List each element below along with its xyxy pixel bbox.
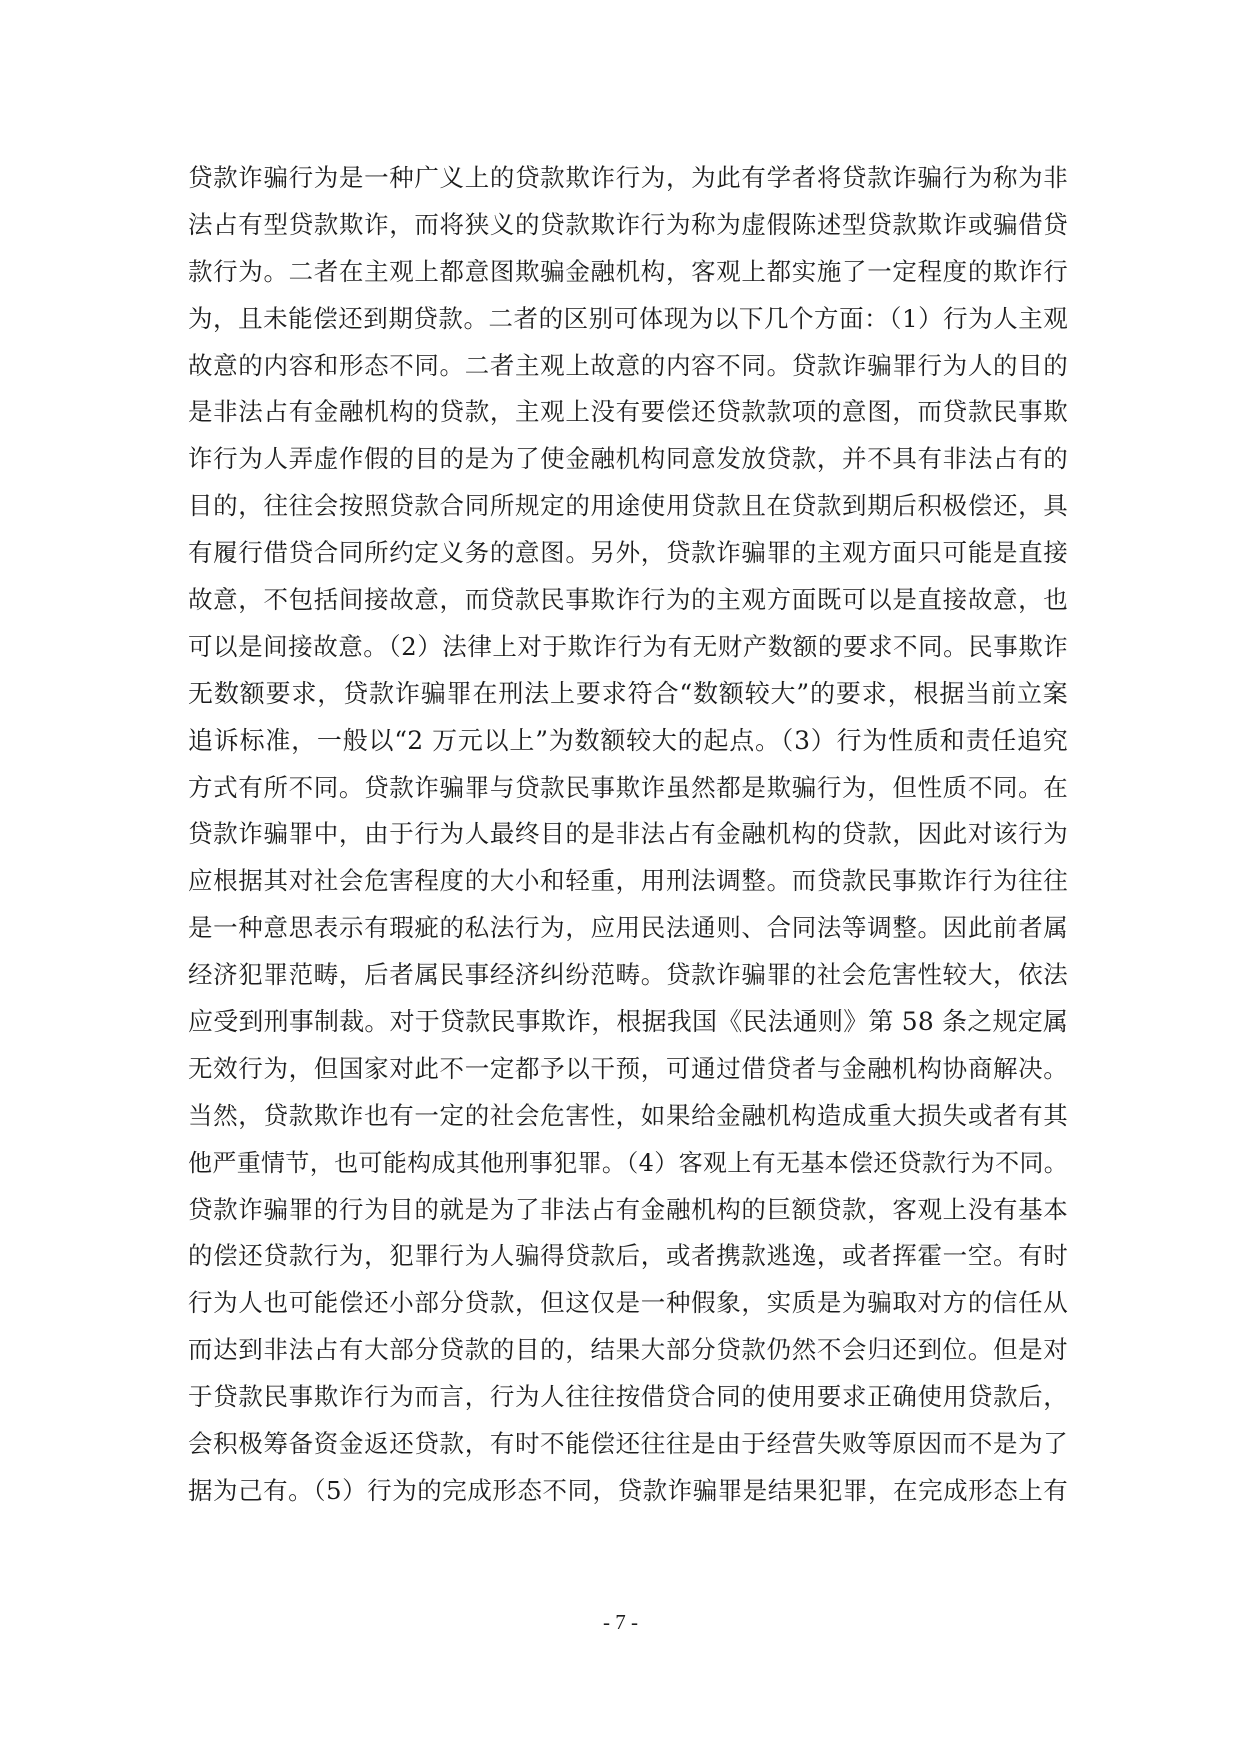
text-line: 为，且未能偿还到期贷款。二者的区别可体现为以下几个方面：（1）行为人主观 (188, 303, 1068, 333)
text-line: 贷款诈骗罪中，由于行为人最终目的是非法占有金融机构的贷款，因此对该行为 (188, 819, 1068, 849)
body-paragraph (188, 155, 1068, 1515)
page-number: - 7 - (603, 1610, 638, 1634)
text-line: 故意的内容和形态不同。二者主观上故意的内容不同。贷款诈骗罪行为人的目的 (188, 350, 1068, 380)
text-line: 诈行为人弄虚作假的目的是为了使金融机构同意发放贷款，并不具有非法占有的 (188, 444, 1068, 474)
text-line: 故意，不包括间接故意，而贷款民事欺诈行为的主观方面既可以是直接故意，也 (188, 585, 1068, 615)
text-line: 无数额要求，贷款诈骗罪在刑法上要求符合“数额较大”的要求，根据当前立案 (188, 678, 1068, 708)
text-line: 款行为。二者在主观上都意图欺骗金融机构，客观上都实施了一定程度的欺诈行 (188, 256, 1068, 286)
text-line: 无效行为，但国家对此不一定都予以干预，可通过借贷者与金融机构协商解决。 (188, 1053, 1068, 1083)
text-line: 他严重情节，也可能构成其他刑事犯罪。（4）客观上有无基本偿还贷款行为不同。 (188, 1148, 1068, 1177)
text-line: 法占有型贷款欺诈，而将狭义的贷款欺诈行为称为虚假陈述型贷款欺诈或骗借贷 (188, 209, 1068, 239)
text-line: 可以是间接故意。（2）法律上对于欺诈行为有无财产数额的要求不同。民事欺诈 (188, 631, 1068, 661)
text-line: 贷款诈骗行为是一种广义上的贷款欺诈行为，为此有学者将贷款诈骗行为称为非 (188, 163, 1068, 192)
text-line: 经济犯罪范畴，后者属民事经济纠纷范畴。贷款诈骗罪的社会危害性较大，依法 (188, 960, 1068, 990)
text-line: 行为人也可能偿还小部分贷款，但这仅是一种假象，实质是为骗取对方的信任从 (188, 1288, 1068, 1318)
text-line: 是一种意思表示有瑕疵的私法行为，应用民法通则、合同法等调整。因此前者属 (188, 913, 1068, 943)
text-line: 应受到刑事制裁。对于贷款民事欺诈，根据我国《民法通则》第 58 条之规定属 (188, 1007, 1069, 1037)
text-line: 当然，贷款欺诈也有一定的社会危害性，如果给金融机构造成重大损失或者有其 (188, 1100, 1068, 1130)
text-line: 而达到非法占有大部分贷款的目的，结果大部分贷款仍然不会归还到位。但是对 (188, 1335, 1068, 1365)
text-line: 方式有所不同。贷款诈骗罪与贷款民事欺诈虽然都是欺骗行为，但性质不同。在 (188, 772, 1068, 802)
text-line: 会积极筹备资金返还贷款，有时不能偿还往往是由于经营失败等原因而不是为了 (188, 1429, 1068, 1459)
text-line: 是非法占有金融机构的贷款，主观上没有要偿还贷款款项的意图，而贷款民事欺 (188, 397, 1068, 427)
text-line: 追诉标准，一般以“2 万元以上”为数额较大的起点。（3）行为性质和责任追究 (188, 725, 1068, 755)
text-line: 据为己有。（5）行为的完成形态不同，贷款诈骗罪是结果犯罪，在完成形态上有 (188, 1475, 1068, 1505)
text-line: 目的，往往会按照贷款合同所规定的用途使用贷款且在贷款到期后积极偿还，具 (188, 491, 1068, 521)
text-line: 的偿还贷款行为，犯罪行为人骗得贷款后，或者携款逃逸，或者挥霍一空。有时 (188, 1241, 1068, 1271)
text-line: 有履行借贷合同所约定义务的意图。另外，贷款诈骗罪的主观方面只可能是直接 (188, 538, 1068, 568)
text-line: 于贷款民事欺诈行为而言，行为人往往按借贷合同的使用要求正确使用贷款后， (188, 1382, 1068, 1412)
text-line: 应根据其对社会危害程度的大小和轻重，用刑法调整。而贷款民事欺诈行为往往 (188, 866, 1068, 896)
text-line: 贷款诈骗罪的行为目的就是为了非法占有金融机构的巨额贷款，客观上没有基本 (188, 1194, 1068, 1224)
